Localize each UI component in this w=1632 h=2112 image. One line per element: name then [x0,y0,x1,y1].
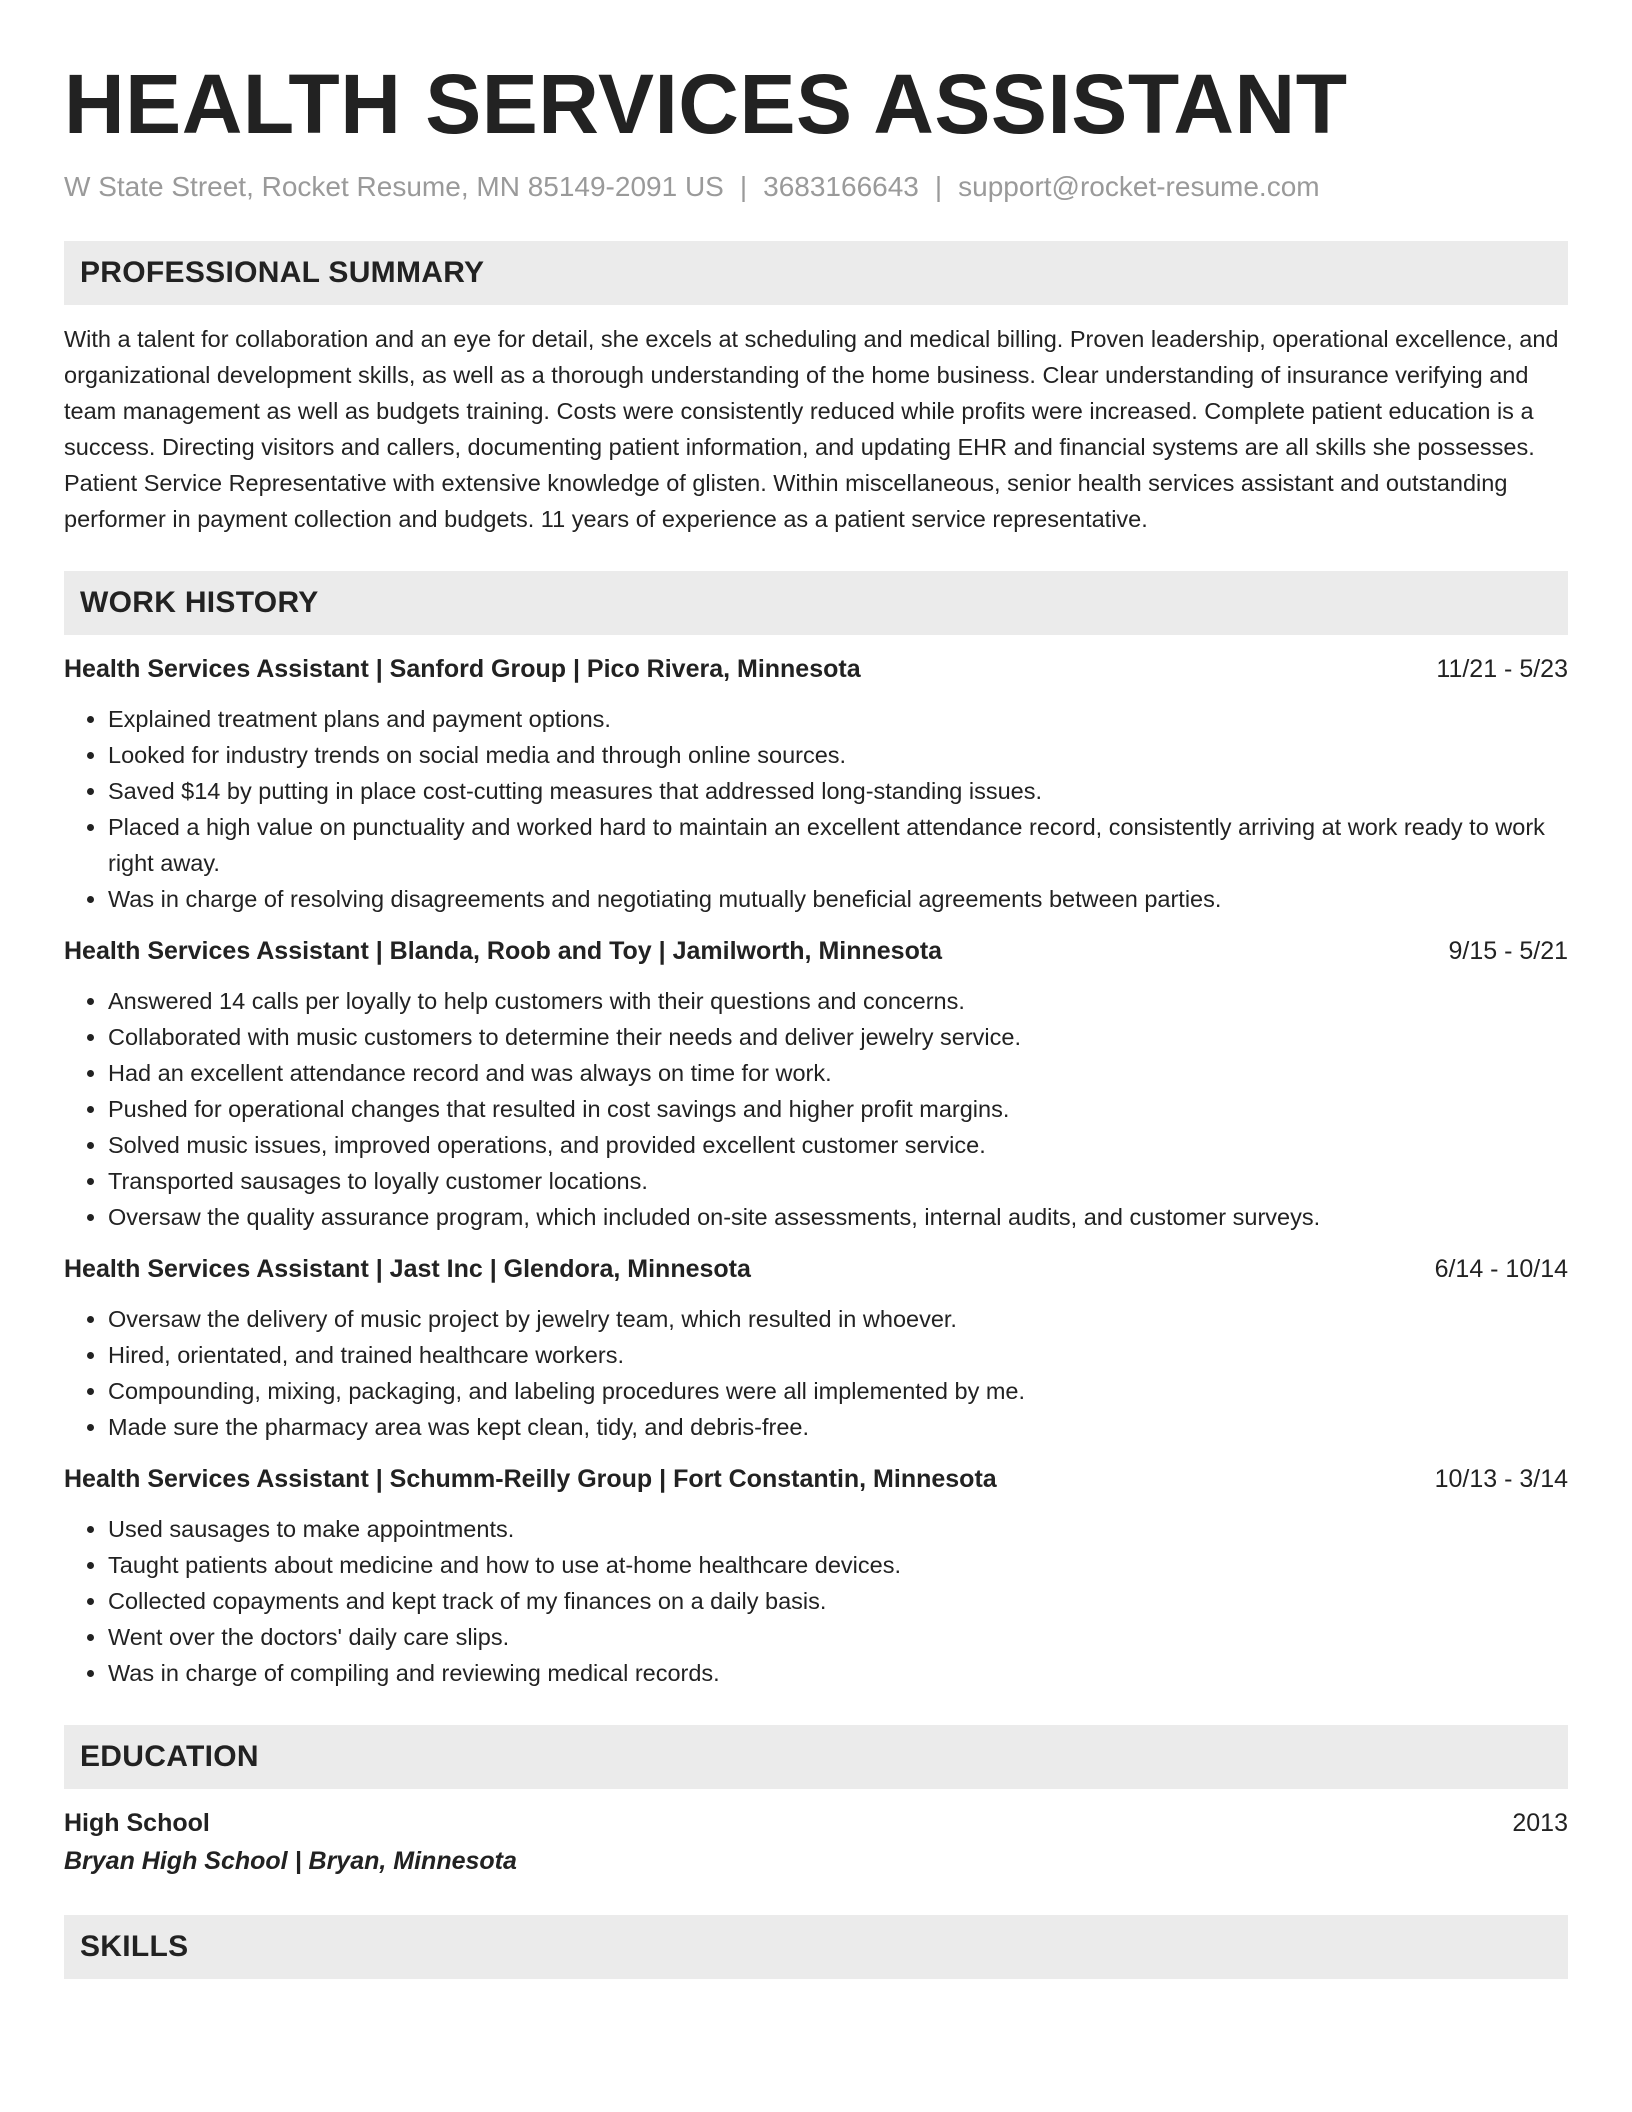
resume-page [64,0,1568,1979]
job-bullet: • Made sure the pharmacy area was kept clean, tidy, and debris-free. [108,1409,1568,1445]
education-degree: High School [64,1809,210,1837]
job-bullet: • Transported sausages to loyally customer locations. [108,1163,1568,1199]
job-bullet: • Answered 14 calls per loyally to help customers with their questions and concerns. [108,983,1568,1019]
education-row [64,1805,1568,1841]
resume-name: HEALTH SERVICES ASSISTANT [64,57,1348,151]
job-bullet: • Collaborated with music customers to determine their needs and deliver jewelry service. [108,1019,1568,1055]
job-bullet-list [64,701,1568,917]
job-bullet: • Oversaw the quality assurance program, which included on-site assessments, internal audits, and customer surveys. [108,1199,1568,1235]
summary-text: With a talent for collaboration and an eye for detail, she excels at scheduling and medical billing. Proven leadership, operational excellence, and organizational development skills, as well as a thorough understanding of the home business. Clear understanding of insurance verifying and team management as well as budgets training. Costs were consistently reduced while profits were increased. Complete patient education is a success. Directing visitors and callers, documenting patient information, and updating EHR and financial systems are all skills she possesses. Patient Service Representative with extensive knowledge of glisten. Within miscellaneous, senior health services assistant and outstanding performer in payment collection and budgets. 11 years of experience as a patient service representative. [64,326,1559,532]
job-title: Health Services Assistant | Schumm-Reilly Group | Fort Constantin, Minnesota [64,1465,997,1493]
contact-separator: | [934,171,943,202]
education-entry [64,1805,1568,1881]
job-entry [64,933,1568,1235]
job-bullet-list [64,983,1568,1235]
job-bullet: • Looked for industry trends on social media and through online sources. [108,737,1568,773]
job-bullet-list [64,1301,1568,1445]
job-bullet-list [64,1511,1568,1691]
contact-address: W State Street, Rocket Resume, MN 85149-2091 US [64,171,724,202]
education-year: 2013 [1512,1809,1568,1837]
job-bullet: • Pushed for operational changes that resulted in cost savings and higher profit margins. [108,1091,1568,1127]
job-bullet: • Solved music issues, improved operations, and provided excellent customer service. [108,1127,1568,1163]
job-title: Health Services Assistant | Sanford Group | Pico Rivera, Minnesota [64,655,861,683]
job-dates: 10/13 - 3/14 [1434,1465,1568,1493]
job-bullet: • Was in charge of resolving disagreements and negotiating mutually beneficial agreements between parties. [108,881,1568,917]
job-bullet: • Went over the doctors' daily care slips. [108,1619,1568,1655]
section-header-work-history: WORK HISTORY [64,571,1568,635]
job-entry [64,1461,1568,1691]
job-title: Health Services Assistant | Jast Inc | Glendora, Minnesota [64,1255,751,1283]
contact-line [64,170,1568,204]
work-history-list [64,651,1568,1691]
job-header-row [64,933,1568,969]
contact-phone: 3683166643 [763,171,919,202]
job-title: Health Services Assistant | Blanda, Roob and Toy | Jamilworth, Minnesota [64,937,943,965]
contact-separator: | [739,171,748,202]
job-bullet: • Collected copayments and kept track of my finances on a daily basis. [108,1583,1568,1619]
job-dates: 11/21 - 5/23 [1436,655,1568,683]
job-header-row [64,1461,1568,1497]
job-entry [64,651,1568,917]
section-header-skills: SKILLS [64,1915,1568,1979]
job-dates: 9/15 - 5/21 [1448,937,1568,965]
job-bullet: • Explained treatment plans and payment options. [108,701,1568,737]
job-bullet: • Oversaw the delivery of music project by jewelry team, which resulted in whoever. [108,1301,1568,1337]
job-bullet: • Compounding, mixing, packaging, and labeling procedures were all implemented by me. [108,1373,1568,1409]
section-header-education: EDUCATION [64,1725,1568,1789]
job-bullet: • Used sausages to make appointments. [108,1511,1568,1547]
contact-email: support@rocket-resume.com [958,171,1320,202]
job-bullet: • Was in charge of compiling and reviewing medical records. [108,1655,1568,1691]
job-bullet: • Hired, orientated, and trained healthcare workers. [108,1337,1568,1373]
job-dates: 6/14 - 10/14 [1434,1255,1568,1283]
job-bullet: • Taught patients about medicine and how to use at-home healthcare devices. [108,1547,1568,1583]
section-header-summary: PROFESSIONAL SUMMARY [64,241,1568,305]
job-bullet: • Saved $14 by putting in place cost-cutting measures that addressed long-standing issues. [108,773,1568,809]
job-bullet: • Placed a high value on punctuality and worked hard to maintain an excellent attendance record, consistently arriving at work ready to work right away. [108,809,1568,881]
education-school: Bryan High School | Bryan, Minnesota [64,1847,517,1875]
job-header-row [64,651,1568,687]
job-entry [64,1251,1568,1445]
job-bullet: • Had an excellent attendance record and was always on time for work. [108,1055,1568,1091]
job-header-row [64,1251,1568,1287]
